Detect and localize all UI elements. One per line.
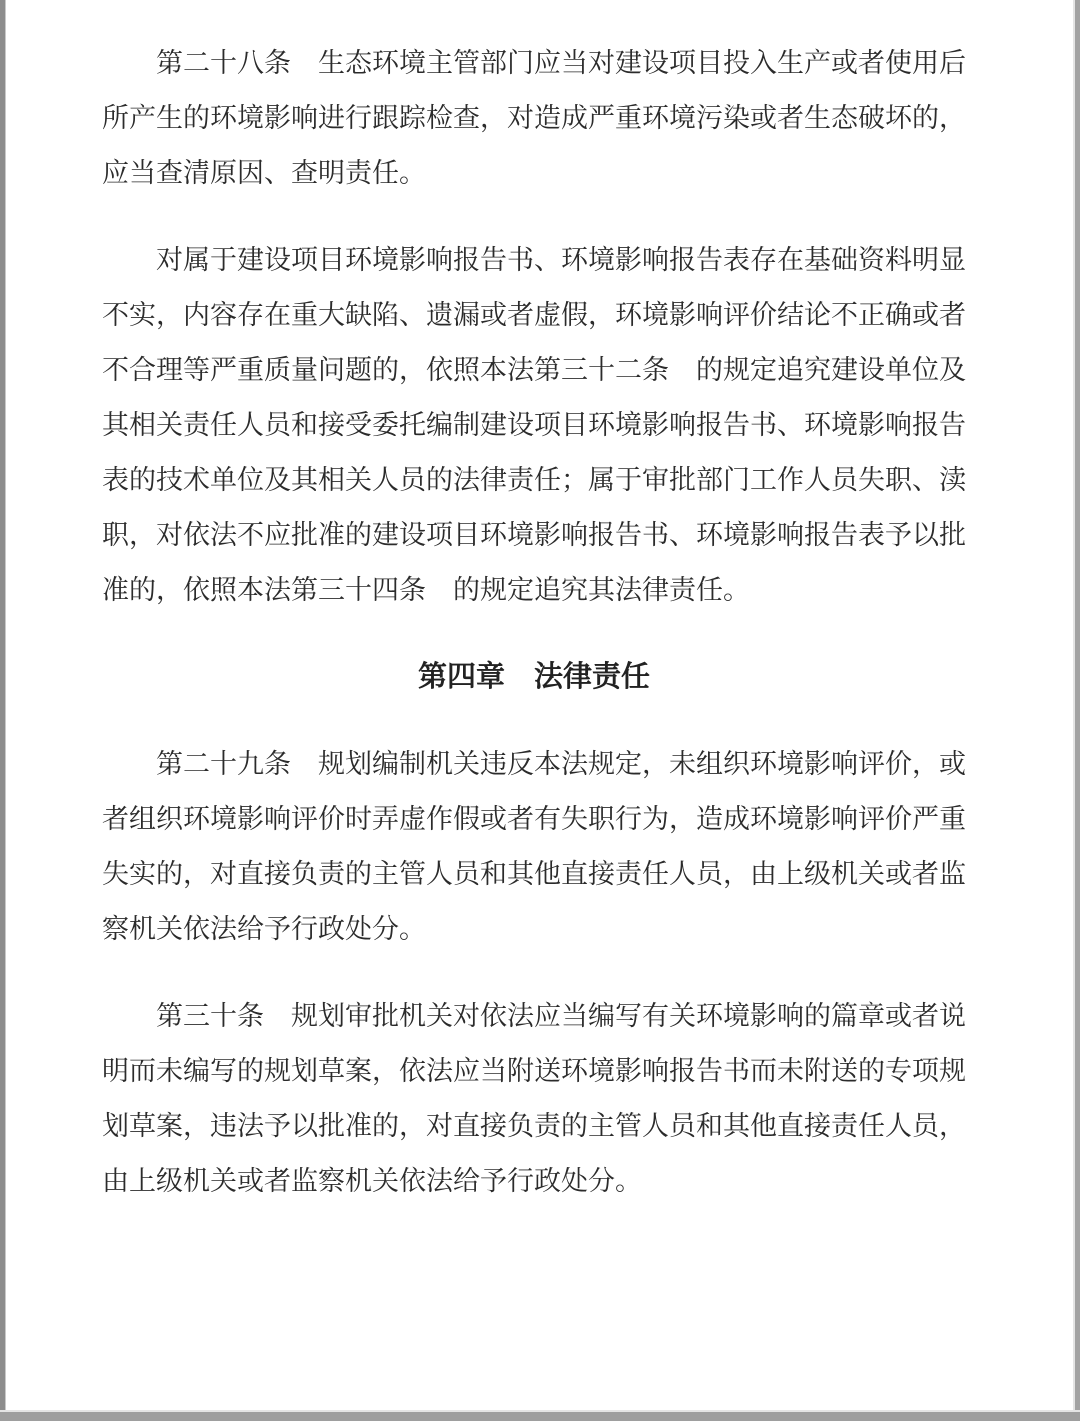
- text-line: 划草案，违法予以批准的，对直接负责的主管人员和其他直接责任人员，: [102, 1111, 966, 1141]
- text-line: 不合理等严重质量问题的，依照本法第三十二条 的规定追究建设单位及: [102, 355, 966, 385]
- article-29-paragraph: [102, 737, 966, 957]
- text-line: 第二十八条 生态环境主管部门应当对建设项目投入生产或者使用后: [156, 48, 966, 78]
- text-line: 由上级机关或者监察机关依法给予行政处分。: [102, 1166, 642, 1196]
- text-line: 明而未编写的规划草案，依法应当附送环境影响报告书而未附送的专项规: [102, 1056, 966, 1086]
- article-28-paragraph: [102, 36, 966, 201]
- text-line: 表的技术单位及其相关人员的法律责任；属于审批部门工作人员失职、渎: [102, 465, 966, 495]
- text-line: 第二十九条 规划编制机关违反本法规定，未组织环境影响评价，或: [156, 749, 966, 779]
- page-bottom-edge: [0, 1410, 1080, 1421]
- text-line: 第三十条 规划审批机关对依法应当编写有关环境影响的篇章或者说: [156, 1001, 966, 1031]
- text-line: 职，对依法不应批准的建设项目环境影响报告书、环境影响报告表予以批: [102, 520, 966, 550]
- text-line: 察机关依法给予行政处分。: [102, 914, 426, 944]
- text-line: 者组织环境影响评价时弄虚作假或者有失职行为，造成环境影响评价严重: [102, 804, 966, 834]
- page-right-edge: [1073, 0, 1080, 1421]
- text-line: 对属于建设项目环境影响报告书、环境影响报告表存在基础资料明显: [156, 245, 966, 275]
- chapter-4-heading: 第四章 法律责任: [417, 661, 650, 693]
- text-line: 失实的，对直接负责的主管人员和其他直接责任人员，由上级机关或者监: [102, 859, 966, 889]
- text-line: 所产生的环境影响进行跟踪检查，对造成严重环境污染或者生态破坏的，: [102, 103, 966, 133]
- page-left-edge: [0, 0, 6, 1421]
- text-line: 应当查清原因、查明责任。: [102, 158, 426, 188]
- text-line: 不实，内容存在重大缺陷、遗漏或者虚假，环境影响评价结论不正确或者: [102, 300, 966, 330]
- article-28-liability-paragraph: [102, 233, 966, 618]
- article-30-paragraph: [102, 989, 966, 1209]
- document-content: [102, 36, 966, 1209]
- text-line: 其相关责任人员和接受委托编制建设项目环境影响报告书、环境影响报告: [102, 410, 966, 440]
- text-line: 准的，依照本法第三十四条 的规定追究其法律责任。: [102, 575, 750, 605]
